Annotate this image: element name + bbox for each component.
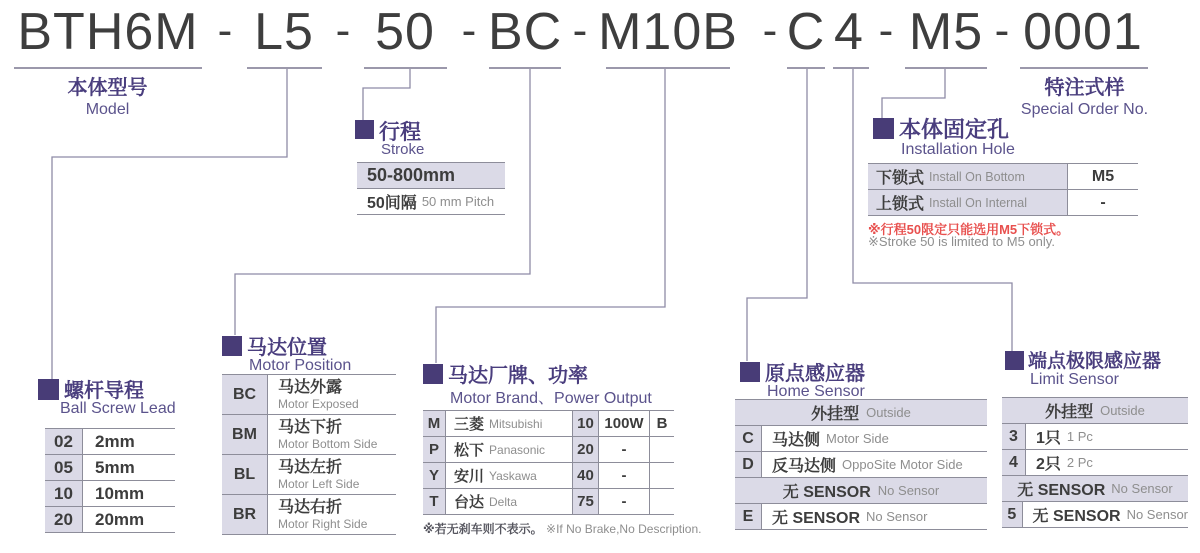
sensor-code: E (735, 504, 762, 529)
section-bullet-icon (423, 364, 443, 384)
brand-code: P (423, 437, 446, 462)
group-zh: 外挂型 (811, 406, 860, 423)
connector-stroke (363, 69, 410, 120)
position-code: BM (222, 415, 268, 454)
table-row (735, 452, 987, 478)
brand-zh: 松下 (454, 442, 485, 459)
sensor-en: No Sensor (866, 509, 928, 524)
group-zh: 无 SENSOR (1017, 482, 1106, 499)
table-row (222, 415, 396, 455)
install-row-en: Install On Bottom (929, 169, 1025, 184)
section-bullet-icon (873, 118, 894, 139)
model-segment-l5: L5 (254, 3, 314, 61)
connector-home-sensor (747, 69, 807, 361)
ball-screw-lead-title-en: Ball Screw Lead (60, 400, 176, 417)
group-en: Outside (866, 405, 911, 420)
table-row (1002, 502, 1188, 528)
power-code: 75 (573, 489, 599, 514)
position-zh: 马达左折 (278, 458, 343, 476)
motor-brand-note-en: ※If No Brake,No Description. (546, 522, 702, 536)
power-value: - (599, 437, 650, 462)
ball-screw-lead-table (45, 428, 175, 533)
model-separator: - (335, 6, 351, 55)
brand-code: M (423, 411, 446, 436)
segment-underline (905, 67, 987, 69)
installation-hole-title-zh: 本体固定孔 (899, 117, 1010, 142)
motor-position-title-en: Motor Position (249, 357, 352, 374)
stroke-title-en: Stroke (381, 141, 425, 158)
lead-value: 10mm (95, 483, 145, 503)
stroke-title-zh: 行程 (379, 121, 421, 144)
segment-underline (1020, 67, 1148, 69)
brand-zh: 三菱 (454, 416, 485, 433)
installation-hole-note-en: ※Stroke 50 is limited to M5 only. (868, 234, 1055, 249)
segment-underline (247, 67, 322, 69)
table-group-header (735, 478, 987, 504)
sensor-en: 1 Pc (1066, 429, 1093, 444)
installation-hole-title-en: Installation Hole (901, 141, 1015, 158)
model-segment-install-hole: M5 (908, 3, 984, 61)
group-en: No Sensor (877, 483, 940, 498)
table-row (423, 489, 674, 515)
sensor-code: 4 (1002, 450, 1026, 475)
section-bullet-icon (740, 362, 760, 382)
model-label-zh: 本体型号 (67, 77, 148, 99)
group-zh: 外挂型 (1045, 404, 1094, 421)
lead-code: 20 (45, 507, 83, 532)
position-code: BL (222, 455, 268, 494)
table-row (423, 411, 674, 437)
install-row-zh: 下锁式 (876, 170, 925, 187)
table-row (1002, 424, 1188, 450)
position-en: Motor Bottom Side (278, 436, 378, 451)
table-row (45, 429, 175, 455)
group-en: Outside (1100, 403, 1145, 418)
brand-en: Delta (489, 494, 518, 509)
model-segment-stroke: 50 (375, 3, 435, 61)
home-sensor-table (735, 399, 987, 530)
brand-code: Y (423, 463, 446, 488)
model-separator: - (878, 6, 894, 55)
limit-sensor-title-zh: 端点极限感应器 (1028, 351, 1162, 372)
table-row (357, 189, 505, 215)
sensor-en: No Sensor (1126, 507, 1188, 522)
model-separator: - (461, 6, 477, 55)
install-row-value: M5 (1091, 167, 1115, 185)
table-row (868, 190, 1138, 216)
table-group-header (735, 400, 987, 426)
table-row (45, 481, 175, 507)
sensor-en: OppoSite Motor Side (842, 457, 963, 472)
stroke-range: 50-800mm (367, 165, 456, 185)
sensor-zh: 2只 (1036, 456, 1061, 473)
model-separator: - (994, 6, 1010, 55)
install-row-en: Install On Internal (929, 195, 1027, 210)
sensor-code: 3 (1002, 424, 1026, 449)
brand-en: Panasonic (489, 442, 546, 457)
lead-value: 2mm (95, 431, 135, 451)
motor-position-table (222, 374, 396, 535)
segment-underline (364, 67, 447, 69)
position-en: Motor Right Side (278, 516, 368, 531)
power-code: 40 (573, 463, 599, 488)
section-bullet-icon (222, 336, 242, 356)
stroke-table (357, 162, 505, 215)
model-separator: - (572, 6, 588, 55)
position-zh: 马达外露 (278, 378, 343, 396)
connector-motor-brand (436, 69, 665, 363)
position-en: Motor Exposed (278, 396, 359, 411)
sensor-en: 2 Pc (1066, 455, 1093, 470)
table-row (222, 375, 396, 415)
table-row (45, 507, 175, 533)
ball-screw-lead-title-zh: 螺杆导程 (64, 380, 144, 402)
installation-hole-table (868, 163, 1138, 216)
brake-code: B (656, 415, 668, 432)
brand-en: Mitsubishi (489, 416, 543, 431)
table-row (1002, 450, 1188, 476)
motor-brand-note (423, 520, 701, 537)
section-bullet-icon (1005, 351, 1024, 370)
brand-code: T (423, 489, 446, 514)
brand-zh: 安川 (454, 468, 485, 485)
model-segment-limit-sensor: 4 (834, 3, 864, 61)
table-row (45, 455, 175, 481)
position-code: BR (222, 495, 268, 534)
segment-underline (787, 67, 825, 69)
power-code: 10 (573, 411, 599, 436)
motor-position-title-zh: 马达位置 (247, 337, 327, 359)
position-zh: 马达下折 (278, 418, 343, 436)
sensor-zh: 马达侧 (772, 432, 821, 449)
segment-underline (14, 67, 202, 69)
special-order-label-zh: 特注式样 (1044, 77, 1125, 99)
table-row (735, 426, 987, 452)
lead-code: 05 (45, 455, 83, 480)
position-en: Motor Left Side (278, 476, 360, 491)
limit-sensor-title-en: Limit Sensor (1030, 371, 1119, 388)
home-sensor-title-en: Home Sensor (767, 383, 865, 400)
table-row (222, 455, 396, 495)
install-row-value: - (1100, 193, 1106, 211)
motor-brand-table (423, 410, 674, 515)
power-value: - (599, 463, 650, 488)
segment-underline (606, 67, 730, 69)
home-sensor-title-zh: 原点感应器 (765, 363, 865, 385)
install-row-zh: 上锁式 (876, 196, 925, 213)
sensor-en: Motor Side (826, 431, 889, 446)
power-value: 100W (599, 411, 650, 436)
installation-hole-note-zh: ※行程50限定只能选用M5下锁式。 (868, 222, 1070, 237)
model-segment-home-sensor: C (786, 3, 826, 61)
lead-code: 02 (45, 429, 83, 454)
table-row (357, 163, 505, 189)
special-order-label (1012, 76, 1157, 119)
model-segment-body: BTH6M (17, 3, 199, 61)
sensor-code: C (735, 426, 762, 451)
table-group-header (1002, 398, 1188, 424)
model-label (30, 76, 185, 119)
model-separator: - (217, 6, 233, 55)
model-segment-motor-brand: M10B (598, 3, 738, 61)
table-row (868, 164, 1138, 190)
model-separator: - (762, 6, 778, 55)
position-code: BC (222, 375, 268, 414)
section-bullet-icon (38, 379, 59, 400)
group-en: No Sensor (1111, 481, 1173, 496)
group-zh: 无 SENSOR (782, 484, 871, 501)
power-value: - (599, 489, 650, 514)
sensor-code: 5 (1002, 502, 1023, 527)
table-row (735, 504, 987, 530)
table-row (222, 495, 396, 535)
motor-brand-title-zh: 马达厂牌、功率 (448, 365, 588, 387)
model-segment-motor-position: BC (488, 3, 563, 61)
brand-en: Yaskawa (489, 468, 537, 483)
special-order-label-en: Special Order No. (1020, 101, 1149, 118)
power-code: 20 (573, 437, 599, 462)
sensor-zh: 无 SENSOR (1032, 508, 1121, 525)
lead-value: 5mm (95, 457, 135, 477)
brake-code (650, 463, 674, 488)
section-bullet-icon (355, 120, 374, 139)
model-segment-special-order: 0001 (1023, 3, 1143, 61)
sensor-zh: 1只 (1036, 430, 1061, 447)
motor-brand-note-zh: ※若无刹车则不表示。 (423, 522, 543, 536)
connector-installation-hole (882, 69, 945, 119)
segment-underline (833, 67, 869, 69)
segment-underline (489, 67, 561, 69)
sensor-zh: 反马达侧 (772, 458, 837, 475)
lead-value: 20mm (95, 509, 145, 529)
position-zh: 马达右折 (278, 498, 343, 516)
sensor-code: D (735, 452, 762, 477)
table-group-header (1002, 476, 1188, 502)
brand-zh: 台达 (454, 494, 485, 511)
stroke-pitch-zh: 50间隔 (367, 195, 417, 212)
sensor-zh: 无 SENSOR (772, 510, 861, 527)
lead-code: 10 (45, 481, 83, 506)
table-row (423, 463, 674, 489)
model-label-en: Model (85, 101, 130, 118)
brake-code (650, 489, 674, 514)
brake-code (650, 437, 674, 462)
limit-sensor-table (1002, 397, 1188, 528)
stroke-pitch-en: 50 mm Pitch (421, 194, 495, 209)
table-row (423, 437, 674, 463)
motor-brand-title-en: Motor Brand、Power Output (450, 390, 652, 407)
